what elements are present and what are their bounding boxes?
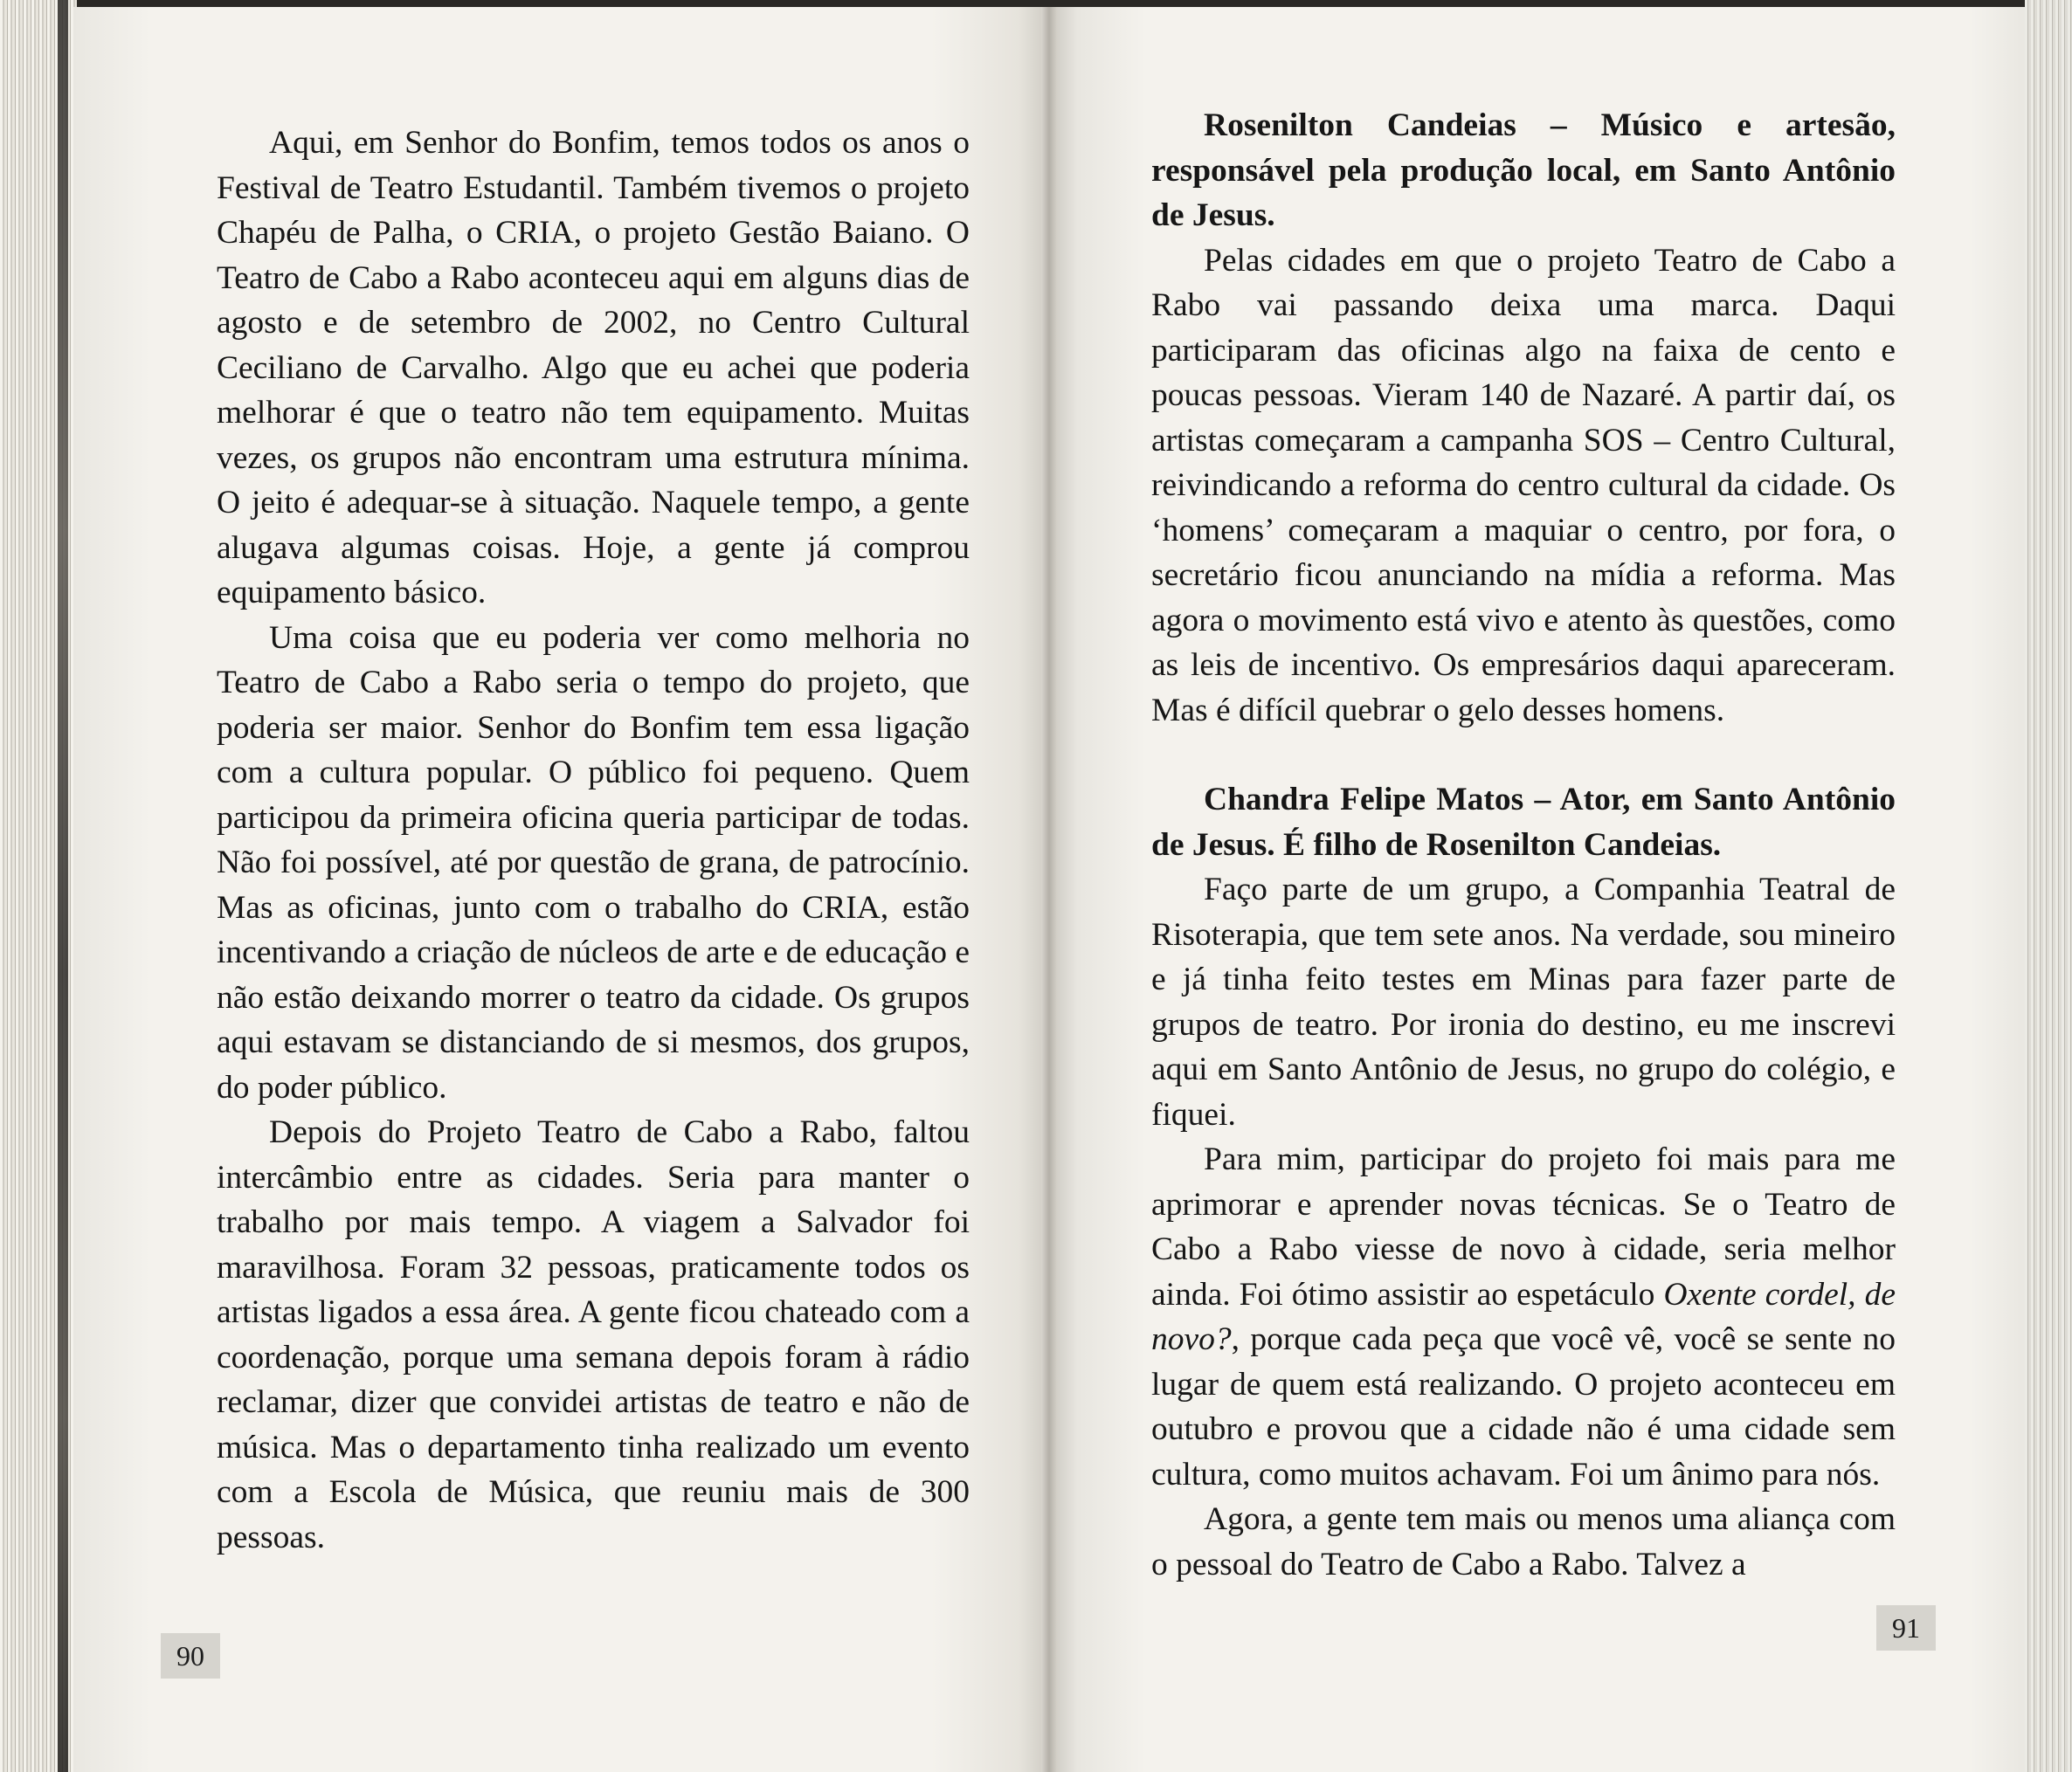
book-gutter <box>1041 7 1057 1772</box>
paragraph: Faço parte de um grupo, a Companhia Teatral de Risoterapia, que tem sete anos. Na verdade, sou mineiro e já tinha feito testes em Minas para fazer parte de grupos de teatro. Por ironia do destino, eu me inscrevi aqui em Santo Antônio de Jesus, no grupo do colégio, e fiquei. <box>1151 872 1896 1133</box>
section-heading: Chandra Felipe Matos – Ator, em Santo Antônio de Jesus. É filho de Rosenilton Candeias. <box>1151 782 1896 863</box>
book-spine-shadow <box>58 0 68 1772</box>
paragraph: Agora, a gente tem mais ou menos uma aliança com o pessoal do Teatro de Cabo a Rabo. Talvez a <box>1151 1501 1896 1582</box>
page-number-left: 90 <box>161 1633 220 1679</box>
paragraph: Pelas cidades em que o projeto Teatro de Cabo a Rabo vai passando deixa uma marca. Daqui participaram das oficinas algo na faixa de cento e poucas pessoas. Vieram 140 de Nazaré. A partir daí, os artistas começaram a campanha SOS – Centro Cultural, reivindicando a reforma do centro cultural da cidade. Os ‘homens’ começaram a maquiar o centro, por fora, o secretário ficou anunciando na mídia a reforma. Mas agora o movimento está vivo e atento às questões, como as leis de incentivo. Os empresários daqui apareceram. Mas é difícil quebrar o gelo desses homens. <box>1151 242 1896 728</box>
page-number-right: 91 <box>1876 1605 1936 1651</box>
paragraph: Uma coisa que eu poderia ver como melhoria no Teatro de Cabo a Rabo seria o tempo do projeto, que poderia ser maior. Senhor do Bonfim tem essa ligação com a cultura popular. O público foi pequeno. Quem participou da primeira oficina queria participar de todas. Não foi possível, até por questão de grana, de patrocínio. Mas as oficinas, junto com o trabalho do CRIA, estão incentivando a criação de núcleos de arte e de educação e não estão deixando morrer o teatro da cidade. Os grupos aqui estavam se distanciando de si mesmos, dos grupos, do poder público. <box>217 619 970 1106</box>
play-title: Oxente cordel, de novo? <box>1151 1276 1896 1357</box>
paragraph <box>1151 1137 1896 1497</box>
page-edges-right <box>2025 0 2072 1772</box>
paragraph: Aqui, em Senhor do Bonfim, temos todos os anos o Festival de Teatro Estudantil. Também tivemos o projeto Chapéu de Palha, o CRIA, o projeto Gestão Baiano. O Teatro de Cabo a Rabo aconteceu aqui em alguns dias de agosto e de setembro de 2002, no Centro Cultural Ceciliano de Carvalho. Algo que eu achei que poderia melhorar é que o teatro não tem equipamento. Muitas vezes, os grupos não encontram uma estrutura mínima. O jeito é adequar-se à situação. Naquele tempo, a gente alugava algumas coisas. Hoje, a gente já comprou equipamento básico. <box>217 125 970 610</box>
paragraph-text: , porque cada peça que você vê, você se sente no lugar de quem está realizando. O projeto aconteceu em outubro e provou que a cidade não é uma cidade sem cultura, como muitos achavam. Foi um ânimo para nós. <box>1151 1321 1896 1493</box>
paragraph-text: Para mim, participar do projeto foi mais para me aprimorar e aprender novas técnicas. Se o Teatro de Cabo a Rabo viesse de novo à cidade, seria melhor ainda. Foi ótimo assistir ao espetáculo <box>1151 1141 1896 1313</box>
left-page-text <box>217 121 970 1560</box>
section-heading: Rosenilton Candeias – Músico e artesão, responsável pela produção local, em Santo Antônio de Jesus. <box>1151 107 1896 233</box>
paragraph: Depois do Projeto Teatro de Cabo a Rabo, faltou intercâmbio entre as cidades. Seria para manter o trabalho por mais tempo. A viagem a Salvador foi maravilhosa. Foram 32 pessoas, praticamente todos os artistas ligados a essa área. A gente ficou chateado com a coordenação, porque uma semana depois foram à rádio reclamar, dizer que convidei artistas de teatro e não de música. Mas o departamento tinha realizado um evento com a Escola de Música, que reuniu mais de 300 pessoas. <box>217 1114 970 1555</box>
right-page-text <box>1151 103 1896 1587</box>
